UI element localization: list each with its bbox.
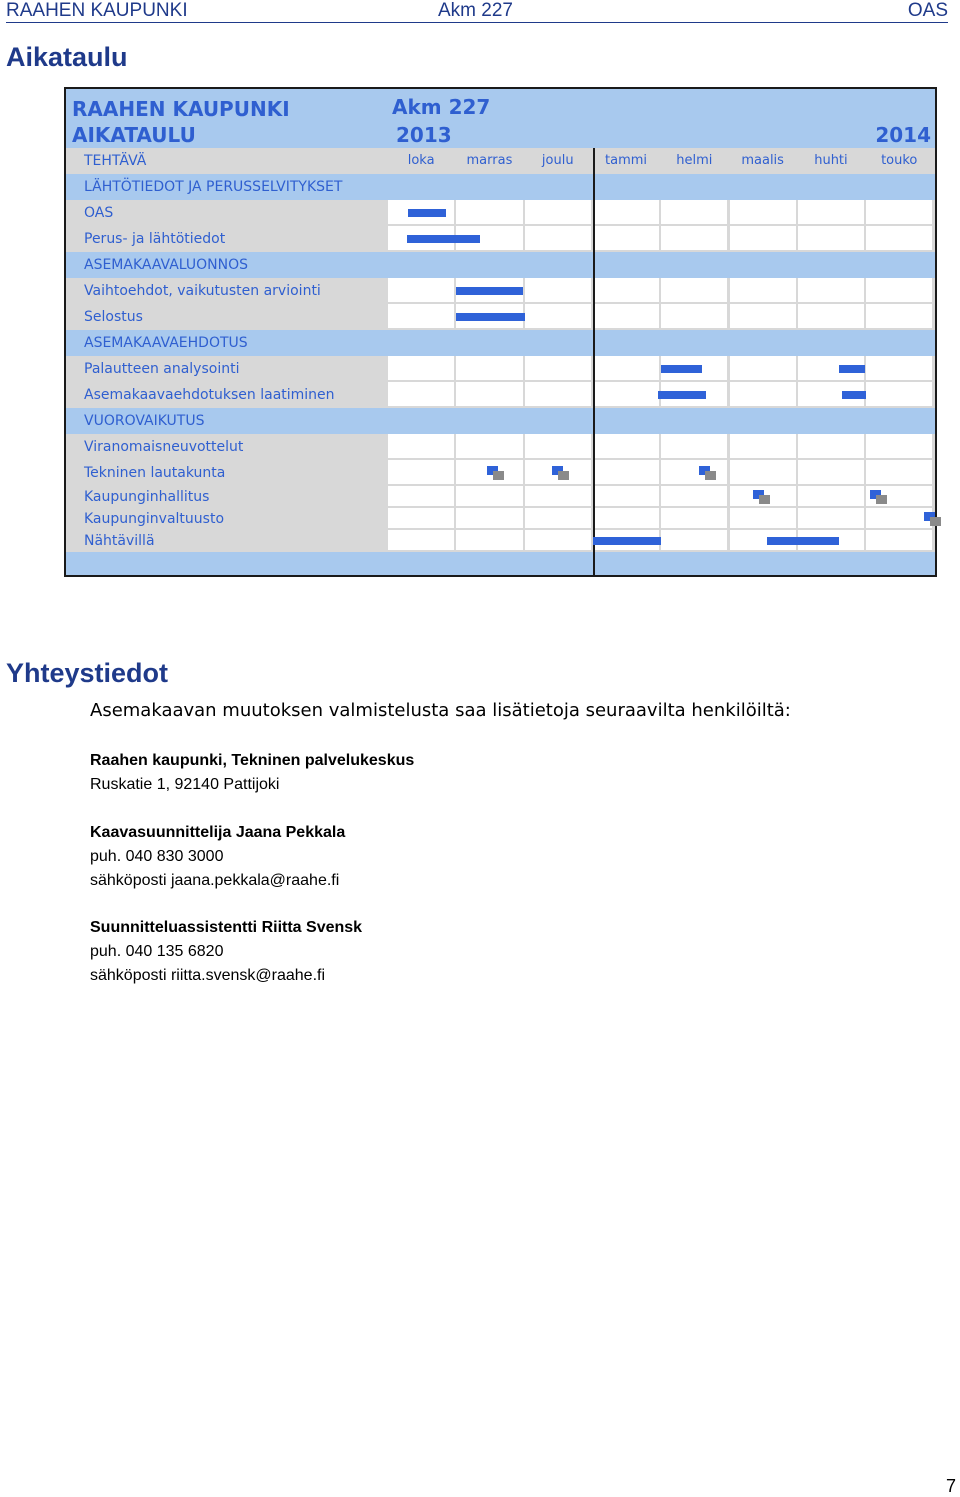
person2-email: sähköposti riitta.svensk@raahe.fi: [90, 967, 326, 984]
header-center: Akm 227: [438, 0, 513, 21]
schedule-cell: [661, 200, 727, 224]
schedule-bar: [456, 313, 524, 321]
month-label: maalis: [741, 153, 784, 168]
schedule-bar: [407, 235, 480, 243]
schedule-cell: [798, 304, 864, 328]
schedule-task-row: [66, 434, 935, 460]
schedule-cell: [525, 278, 591, 302]
schedule-cell: [525, 304, 591, 328]
schedule-bar: [839, 365, 865, 373]
contacts-intro: Asemakaavan muutoksen valmistelusta saa lisätietoja seuraavilta henkilöiltä:: [90, 700, 791, 721]
year-divider: [593, 148, 595, 575]
person2-title: Suunnitteluassistentti Riitta Svensk: [90, 919, 363, 936]
schedule-cell: [593, 460, 659, 484]
schedule-title-band: [66, 89, 935, 148]
schedule-cell: [798, 200, 864, 224]
schedule-cell: [593, 226, 659, 250]
schedule-bar: [456, 287, 523, 295]
schedule-bar: [767, 537, 839, 545]
header-left: RAAHEN KAUPUNKI: [6, 0, 188, 21]
schedule-cell: [730, 460, 796, 484]
schedule-cell: [661, 508, 727, 528]
schedule-year-end: 2014: [875, 123, 931, 147]
schedule-cell: [456, 530, 522, 550]
schedule-cell: [593, 200, 659, 224]
contacts-section-title: Yhteystiedot: [6, 658, 169, 688]
schedule-task-row: [66, 382, 935, 408]
schedule-bar: [842, 391, 866, 399]
schedule-section-title: Aikataulu: [6, 42, 128, 72]
month-label: helmi: [676, 153, 713, 168]
schedule-row-label: LÄHTÖTIEDOT JA PERUSSELVITYKSET: [84, 179, 343, 195]
schedule-cell: [798, 434, 864, 458]
schedule-cell: [525, 530, 591, 550]
month-label: marras: [466, 153, 513, 168]
schedule-year-start: 2013: [396, 123, 452, 147]
task-header-label: TEHTÄVÄ: [84, 153, 147, 169]
schedule-cell: [593, 356, 659, 380]
schedule-cell: [388, 278, 454, 302]
schedule-cell: [456, 486, 522, 506]
schedule-cell: [730, 356, 796, 380]
schedule-cell: [593, 304, 659, 328]
org-name: Raahen kaupunki, Tekninen palvelukeskus: [90, 752, 415, 769]
header-right: OAS: [907, 0, 948, 21]
schedule-cell: [798, 460, 864, 484]
schedule-cell: [525, 486, 591, 506]
schedule-cell: [866, 530, 932, 550]
schedule-row-label: Selostus: [84, 309, 143, 325]
schedule-category-row: [66, 252, 935, 278]
schedule-milestone: [552, 466, 569, 480]
schedule-row-label: ASEMAKAAVAEHDOTUS: [84, 335, 248, 351]
schedule-task-row: [66, 508, 935, 530]
schedule-cell: [866, 382, 932, 406]
schedule-cell: [661, 460, 727, 484]
schedule-cell: [730, 434, 796, 458]
schedule-cell: [593, 382, 659, 406]
schedule-cell: [798, 278, 864, 302]
schedule-cell: [866, 434, 932, 458]
schedule-cell: [730, 508, 796, 528]
schedule-row-label: Palautteen analysointi: [84, 361, 240, 377]
schedule-cell: [730, 226, 796, 250]
schedule-row-label: Kaupunginvaltuusto: [84, 511, 225, 527]
person1-phone: puh. 040 830 3000: [90, 848, 224, 865]
person2-phone: puh. 040 135 6820: [90, 943, 224, 960]
schedule-cell: [525, 226, 591, 250]
schedule-task-row: [66, 226, 935, 252]
schedule-row-label: Tekninen lautakunta: [84, 465, 226, 481]
schedule-cell: [730, 200, 796, 224]
month-label: tammi: [605, 153, 648, 168]
schedule-row-label: OAS: [84, 205, 114, 221]
schedule-cell: [593, 434, 659, 458]
schedule-milestone: [699, 466, 716, 480]
schedule-row-label: Viranomaisneuvottelut: [84, 439, 244, 455]
schedule-title: AIKATAULU: [72, 123, 196, 147]
schedule-cell: [525, 200, 591, 224]
schedule-cell: [456, 200, 522, 224]
schedule-cell: [388, 304, 454, 328]
schedule-header-row: [66, 148, 935, 174]
schedule-cell: [866, 226, 932, 250]
schedule-chart: [64, 87, 937, 577]
schedule-cell: [866, 278, 932, 302]
schedule-category-row: [66, 330, 935, 356]
schedule-cell: [525, 356, 591, 380]
schedule-row-label: VUOROVAIKUTUS: [84, 413, 205, 429]
schedule-cell: [593, 508, 659, 528]
schedule-milestone: [924, 512, 941, 526]
schedule-milestone: [753, 490, 770, 504]
schedule-cell: [525, 382, 591, 406]
schedule-cell: [866, 508, 932, 528]
schedule-city: RAAHEN KAUPUNKI: [72, 97, 290, 121]
schedule-cell: [388, 356, 454, 380]
schedule-cell: [388, 508, 454, 528]
schedule-cell: [388, 460, 454, 484]
schedule-cell: [661, 434, 727, 458]
schedule-bar: [658, 391, 706, 399]
schedule-cell: [798, 226, 864, 250]
schedule-row-label: ASEMAKAAVALUONNOS: [84, 257, 249, 273]
schedule-cell: [388, 530, 454, 550]
month-label: loka: [407, 153, 435, 168]
schedule-cell: [525, 508, 591, 528]
month-label: touko: [881, 153, 918, 168]
schedule-cell: [866, 304, 932, 328]
schedule-cell: [456, 356, 522, 380]
page-number: 7: [945, 1476, 956, 1496]
schedule-cell: [730, 304, 796, 328]
schedule-milestone: [870, 490, 887, 504]
schedule-bottom-band: [66, 552, 935, 575]
schedule-row-label: Asemakaavaehdotuksen laatiminen: [84, 387, 335, 403]
schedule-milestone: [487, 466, 504, 480]
schedule-plan: Akm 227: [392, 95, 491, 119]
schedule-cell: [730, 278, 796, 302]
schedule-cell: [661, 278, 727, 302]
schedule-cell: [456, 382, 522, 406]
schedule-cell: [661, 530, 727, 550]
schedule-cell: [866, 460, 932, 484]
schedule-bar: [661, 365, 702, 373]
schedule-cell: [866, 200, 932, 224]
page-header: [6, 0, 948, 23]
schedule-cell: [456, 434, 522, 458]
schedule-cell: [593, 486, 659, 506]
schedule-cell: [388, 434, 454, 458]
schedule-cell: [661, 304, 727, 328]
schedule-row-label: Kaupunginhallitus: [84, 489, 210, 505]
schedule-category-row: [66, 408, 935, 434]
month-label: joulu: [541, 153, 574, 168]
person1-title: Kaavasuunnittelija Jaana Pekkala: [90, 824, 346, 841]
schedule-cell: [798, 486, 864, 506]
schedule-cell: [456, 508, 522, 528]
org-address: Ruskatie 1, 92140 Pattijoki: [90, 776, 280, 793]
schedule-cell: [866, 356, 932, 380]
schedule-bar: [408, 209, 446, 217]
schedule-task-row: [66, 486, 935, 508]
schedule-cell: [798, 508, 864, 528]
schedule-cell: [593, 278, 659, 302]
schedule-cell: [730, 382, 796, 406]
schedule-cell: [525, 434, 591, 458]
person1-email: sähköposti jaana.pekkala@raahe.fi: [90, 872, 340, 889]
month-label: huhti: [814, 153, 848, 168]
schedule-category-row: [66, 174, 935, 200]
schedule-task-row: [66, 200, 935, 226]
schedule-task-row: [66, 356, 935, 382]
schedule-cell: [661, 486, 727, 506]
schedule-row-label: Vaihtoehdot, vaikutusten arviointi: [84, 283, 321, 299]
schedule-bar: [593, 537, 661, 545]
schedule-cell: [388, 486, 454, 506]
schedule-cell: [388, 382, 454, 406]
schedule-cell: [661, 226, 727, 250]
schedule-row-label: Perus- ja lähtötiedot: [84, 231, 226, 247]
schedule-row-label: Nähtävillä: [84, 533, 155, 549]
